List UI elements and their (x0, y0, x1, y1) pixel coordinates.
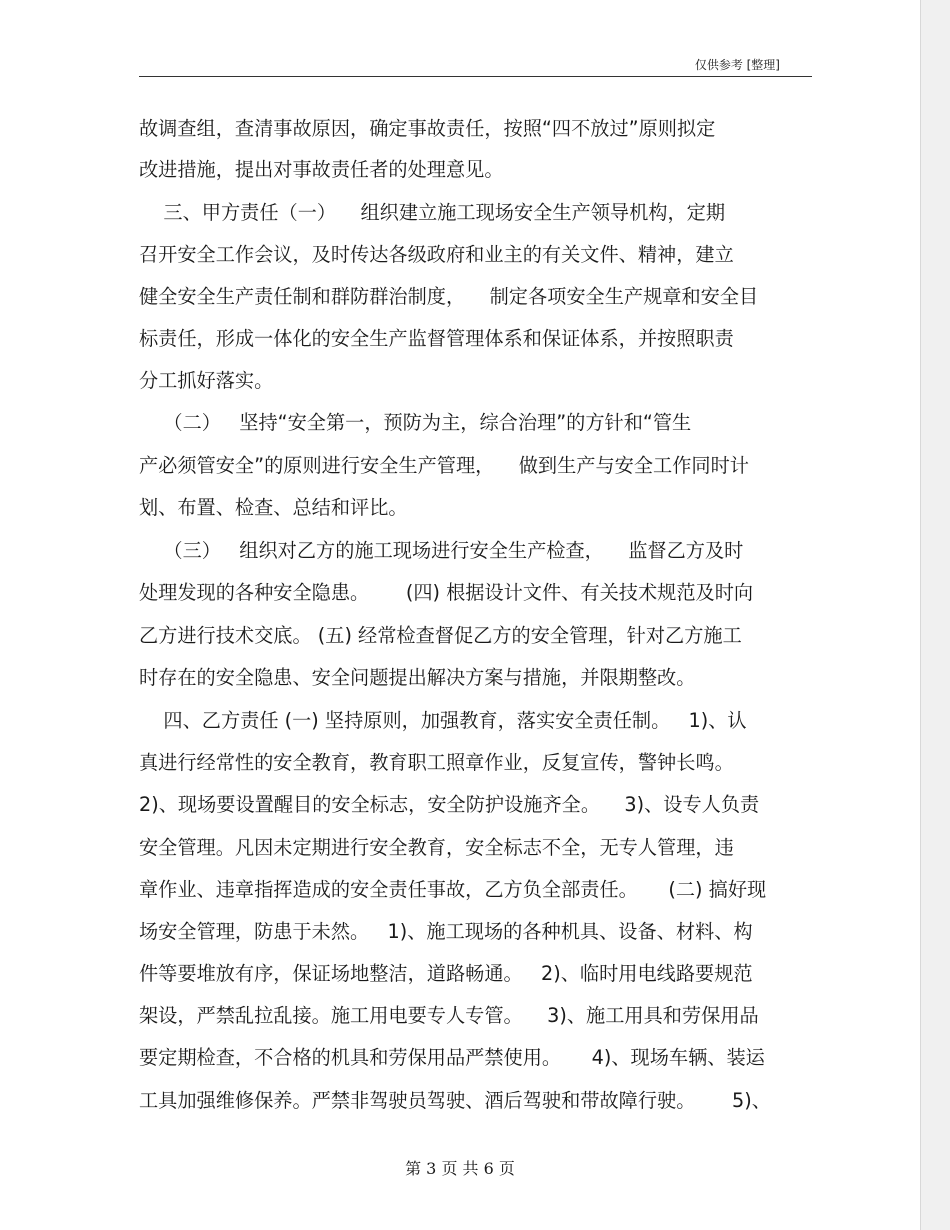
body-line: 分工抓好落实。 (139, 369, 274, 392)
body-line: 处理发现的各种安全隐患。 (四) 根据设计文件、有关技术规范及时向 (139, 581, 754, 604)
body-line: 工具加强维修保养。严禁非驾驶员驾驶、酒后驾驶和带故障行驶。 5)、 (139, 1089, 771, 1112)
body-line: 2)、现场要设置醒目的安全标志，安全防护设施齐全。 3)、设专人负责 (139, 793, 760, 816)
body-line: 划、布置、检查、总结和评比。 (139, 496, 408, 519)
body-line: 时存在的安全隐患、安全问题提出解决方案与措施，并限期整改。 (139, 666, 696, 689)
body-line: 产必须管安全”的原则进行安全生产管理， 做到生产与安全工作同时计 (139, 454, 749, 477)
header-note: 仅供参考 [整理] (694, 58, 780, 72)
body-line: 故调查组，查清事故原因，确定事故责任，按照“四不放过”原则拟定 (139, 117, 716, 140)
body-line: 三、甲方责任（一） 组织建立施工现场安全生产领导机构，定期 (139, 201, 726, 224)
body-line: 乙方进行技术交底。 (五) 经常检查督促乙方的安全管理，针对乙方施工 (139, 624, 742, 647)
body-line: 要定期检查，不合格的机具和劳保用品严禁使用。 4)、现场车辆、装运 (139, 1046, 765, 1069)
body-line: 改进措施，提出对事故责任者的处理意见。 (139, 158, 504, 181)
body-line: 标责任，形成一体化的安全生产监督管理体系和保证体系，并按照职责 (139, 327, 734, 350)
body-line: （二） 坚持“安全第一，预防为主，综合治理”的方针和“管生 (139, 411, 692, 434)
body-line: 架设，严禁乱拉乱接。施工用电要专人专管。 3)、施工用具和劳保用品 (139, 1004, 759, 1027)
body-line: （三） 组织对乙方的施工现场进行安全生产检查， 监督乙方及时 (139, 539, 744, 562)
body-line: 健全安全生产责任制和群防群治制度， 制定各项安全生产规章和安全目 (139, 285, 759, 308)
body-line: 召开安全工作会议，及时传达各级政府和业主的有关文件、精神，建立 (139, 243, 734, 266)
body-line: 件等要堆放有序，保证场地整洁，道路畅通。 2)、临时用电线路要规范 (139, 962, 753, 985)
page-number-footer: 第 3 页 共 6 页 (405, 1159, 515, 1178)
body-line: 章作业、违章指挥造成的安全责任事故，乙方负全部责任。 (二) 搞好现 (139, 878, 767, 901)
body-line: 安全管理。凡因未定期进行安全教育，安全标志不全，无专人管理，违 (139, 836, 734, 859)
body-line: 场安全管理，防患于未然。 1)、施工现场的各种机具、设备、材料、构 (139, 920, 753, 943)
body-line: 四、乙方责任 (一) 坚持原则，加强教育，落实安全责任制。 1)、认 (139, 709, 747, 732)
header-divider (139, 76, 812, 77)
body-line: 真进行经常性的安全教育，教育职工照章作业，反复宣传，警钟长鸣。 (139, 751, 734, 774)
